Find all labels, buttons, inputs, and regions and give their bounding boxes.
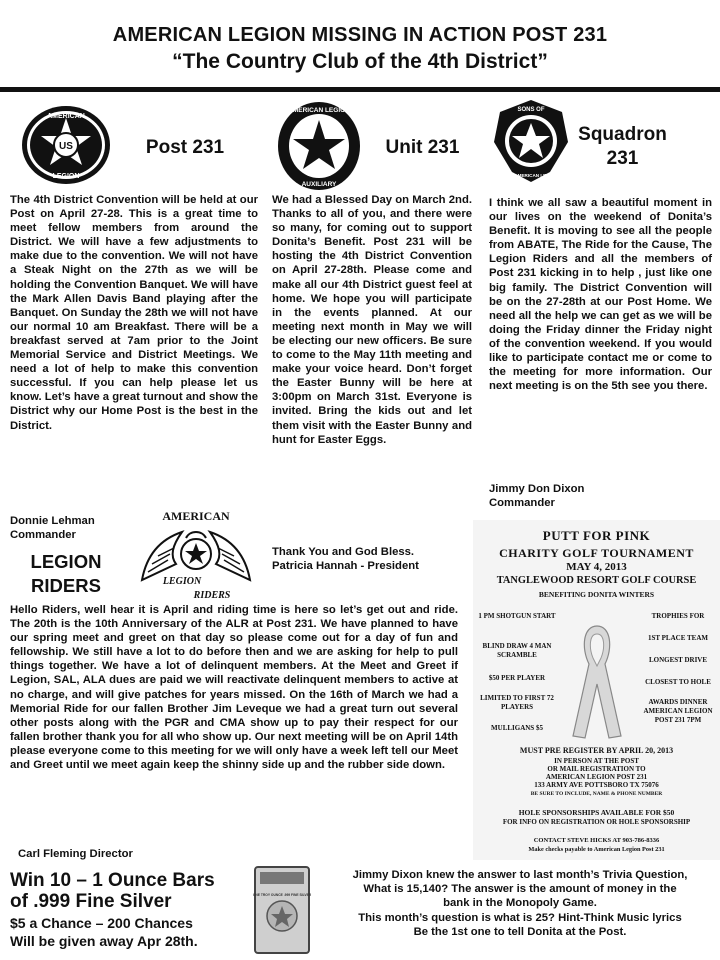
post-signer-title: Commander <box>10 529 76 541</box>
post-signer-name: Donnie Lehman <box>10 515 95 527</box>
flyer-left-item: $50 PER PLAYER <box>488 674 546 682</box>
header-divider <box>0 87 720 92</box>
flyer-register-line: OR MAIL REGISTRATION TO <box>547 765 646 773</box>
flyer-contact: CONTACT STEVE HICKS AT 903-786-8336 <box>533 837 660 844</box>
squadron-signer-title: Commander <box>489 497 555 509</box>
flyer-beneficiary: BENEFITING DONITA WINTERS <box>538 590 655 599</box>
flyer-date: MAY 4, 2013 <box>566 561 627 573</box>
squadron-signer-name: Jimmy Don Dixon <box>489 483 585 495</box>
silver-bar-icon <box>252 864 312 956</box>
silver-bar-text: ONE TROY OUNCE .999 FINE SILVER <box>252 893 312 897</box>
post-heading: Post 231 <box>145 137 225 158</box>
flyer-right-item: AWARDS DINNER AMERICAN LEGION POST 231 7PM <box>643 698 713 724</box>
flyer-hole-sponsorship: HOLE SPONSORSHIPS AVAILABLE FOR $50 <box>518 808 675 817</box>
auxiliary-emblem-top: AMERICAN LEGION <box>288 107 350 114</box>
squadron-heading-line1: Squadron <box>578 124 667 145</box>
trivia-line: Jimmy Dixon knew the answer to last month’s Trivia Question, <box>352 869 688 881</box>
raffle-date: Will be given away Apr 28th. <box>10 933 198 949</box>
flyer-register-line: IN PERSON AT THE POST <box>554 757 639 765</box>
flyer-venue: TANGLEWOOD RESORT GOLF COURSE <box>496 575 697 586</box>
squadron-heading <box>575 123 670 171</box>
flyer-left-item: 1 PM SHOTGUN START <box>478 612 556 620</box>
legion-emblem-bottom: LEGION <box>52 173 80 180</box>
flyer-register-line: AMERICAN LEGION POST 231 <box>545 773 648 781</box>
legion-riders-heading-line1: LEGION <box>30 551 102 572</box>
squadron-heading-line2: 231 <box>606 148 639 169</box>
golf-tournament-flyer <box>473 520 720 860</box>
raffle-line2: of .999 Fine Silver <box>10 891 172 912</box>
unit-signature <box>272 545 472 573</box>
squadron-signature <box>489 482 689 510</box>
trivia-line: This month’s question is what is 25? Hint-Think Music lyrics <box>358 911 682 924</box>
newsletter-subtitle: “The Country Club of the 4th District” <box>172 50 548 73</box>
sons-emblem-bottom: THE AMERICAN LEGION <box>504 173 558 178</box>
trivia-line: Be the 1st one to tell Donita at the Post. <box>413 925 627 938</box>
riders-logo-mid: LEGION <box>162 576 202 587</box>
unit-signer: Patricia Hannah - President <box>272 560 419 572</box>
flyer-right-item: CLOSEST TO HOLE <box>645 678 711 686</box>
legion-riders-heading <box>10 550 122 598</box>
flyer-left-item: LIMITED TO FIRST 72 PLAYERS <box>480 694 554 711</box>
trivia-line: What is 15,140? The answer is the amount of money in the <box>363 883 677 896</box>
flyer-title: PUTT FOR PINK <box>542 528 651 543</box>
flyer-register-address: 133 ARMY AVE POTTSBORO TX 75076 <box>534 781 659 789</box>
post-article-body: The 4th District Convention will be held at our Post on April 27-28. This is a great time to meet fellow members from around the District. We will have a few adjustments to make due to the convention. We will not have a Steak Night on the 27th as we will be holding the Convention Banquet. We will have the Mark Allen Davis Band playing after the Banquet. On Sunday the 28th we will not have our normal 10 am Breakfast. There will be a breakfast served at 7am prior to the Joint Memorial Service and District Meetings. We need a lot of help to make this convention successful. If you can help please let us know. Let’s have a great turnout and show the District why our Home Post is the best in the District. <box>10 194 258 432</box>
unit-article-body: We had a Blessed Day on March 2nd. Thanks to all of you, and there were so many, for coming out to support Donita’s Benefit. Post 231 will be hosting the 4th District Convention on April 27-28th. Please come and make all our 4th District guest feel at home. We hope you will participate in the events planned. At our meeting next month in May we will be electing our new officers. Be sure to come to the May 11th meeting and make your voice heard. Don’t forget the Easter Bunny will be here at 3:00pm on March 31st. Everyone is invited. Bring the kids out and let them visit with the Easter Bunny and hunt for Easter Eggs. <box>272 194 472 446</box>
flyer-subtitle: CHARITY GOLF TOURNAMENT <box>499 546 694 560</box>
squadron-article-body: I think we all saw a beautiful moment in our lives on the weekend of Donita’s Benefit. It is moving to see all the people from ABATE, The Ride for the Cause, The Legion Riders and all the members of Post 231 kicking in to help , just like one big family. The District Convention will be on the 27-28th at our Post Home. We need all the help we can get as we will be doing the Friday dinner the Friday night of the convention weekend. If you would like to participate contact me or come to the meeting for more information. Our next meeting is on the 5th see you there. <box>489 197 712 393</box>
trivia-section <box>328 868 712 939</box>
sons-emblem-top: SONS OF <box>517 107 545 113</box>
silver-raffle <box>10 870 260 950</box>
raffle-price: $5 a Chance – 200 Chances <box>10 915 193 931</box>
legion-riders-eagle-logo-icon <box>132 502 260 604</box>
unit-closing: Thank You and God Bless. <box>272 546 415 558</box>
pink-ribbon-icon <box>567 618 627 742</box>
legion-riders-article-body: Hello Riders, well hear it is April and riding time is here so let’s get out and ride. The 20th is the 10th Anniversary of the ALR at Post 231. We have planned to have our spring meet and greet on that day so please come out for a day of fun and fellowship. We still have a lot to do before then and we are asking for help to pull things together. We have a lot of delinquent members. At the Meet and Greet if Legion, SAL, ALA dues are paid we will reactivate delinquent members to active at no charge, and will give patches for years missed. On the 16th of March we had a Memorial Ride for our fallen Brother Jim Leveque we had a great turn out several other posts along with the PGR and CMA show up to pay their respect for our fallen brother thank you for all who show up. Our next meeting will be on April 14th please everyone come to this meeting for we will only have a week left tell our Meet and Greet until we meet again keep the shinny side up and the rubber side down. <box>10 604 458 772</box>
trivia-line: bank in the Monopoly Game. <box>443 897 597 910</box>
american-legion-emblem-icon <box>20 104 112 186</box>
flyer-register-note: BE SURE TO INCLUDE, NAME & PHONE NUMBER <box>530 791 663 797</box>
auxiliary-emblem-icon <box>276 100 362 192</box>
post-signature <box>10 514 140 542</box>
legion-riders-signer: Carl Fleming Director <box>18 848 133 860</box>
flyer-register-deadline: MUST PRE REGISTER BY APRIL 20, 2013 <box>519 746 674 755</box>
riders-logo-top: AMERICAN <box>162 509 230 523</box>
riders-logo-bottom: RIDERS <box>193 590 231 601</box>
auxiliary-emblem-bottom: AUXILIARY <box>301 181 337 188</box>
flyer-right-item: TROPHIES FOR <box>651 612 705 620</box>
legion-emblem-top: AMERICAN <box>47 113 85 120</box>
flyer-left-item: MULLIGANS $5 <box>491 724 543 732</box>
sons-of-legion-emblem-icon <box>492 98 570 184</box>
newsletter-title: AMERICAN LEGION MISSING IN ACTION POST 231 <box>112 24 608 46</box>
flyer-right-item: 1ST PLACE TEAM <box>647 634 709 642</box>
flyer-info: FOR INFO ON REGISTRATION OR HOLE SPONSORSHIP <box>502 818 691 826</box>
unit-heading: Unit 231 <box>385 137 460 158</box>
legion-riders-heading-line2: RIDERS <box>31 575 101 596</box>
legion-emblem-center: US <box>59 141 73 152</box>
flyer-checks: Make checks payable to American Legion Post 231 <box>528 846 665 853</box>
flyer-left-item: BLIND DRAW 4 MAN SCRAMBLE <box>482 642 552 659</box>
flyer-right-item: LONGEST DRIVE <box>648 656 708 664</box>
raffle-line1: Win 10 – 1 Ounce Bars <box>10 870 215 891</box>
